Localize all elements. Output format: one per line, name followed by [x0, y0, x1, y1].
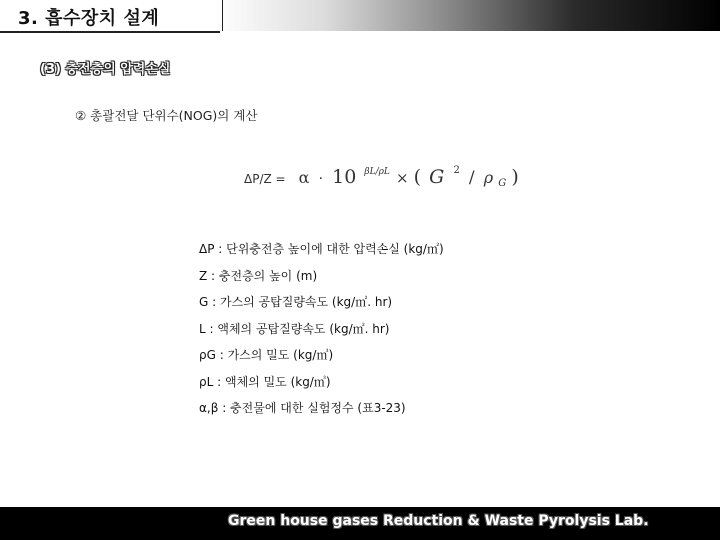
- section-heading: (3) 충전층의 압력손실: [40, 62, 171, 77]
- definition-item: ρG : 가스의 밀도 (kg/㎥): [199, 348, 334, 362]
- pressure-drop-formula: [244, 166, 519, 192]
- formula-rho-sub: G: [498, 178, 507, 189]
- formula-slash: /: [468, 168, 475, 188]
- definition-item: α,β : 충전물에 대한 실험정수 (표3-23): [199, 401, 406, 415]
- definition-item: ΔP : 단위충전층 높이에 대한 압력손실 (kg/㎡): [199, 242, 444, 256]
- definition-item: Z : 충전층의 높이 (m): [199, 268, 318, 283]
- definition-item: L : 액체의 공탑질량속도 (kg/㎡. hr): [199, 321, 390, 336]
- formula-rho: ρ: [483, 168, 494, 187]
- definition-item: G : 가스의 공탑질량속도 (kg/㎡. hr): [199, 295, 393, 309]
- title-underline: [0, 31, 220, 33]
- formula-ten: 10: [332, 166, 357, 188]
- formula-open-paren: (: [413, 166, 422, 188]
- header-divider: [222, 0, 223, 31]
- formula-dot: ·: [318, 171, 324, 187]
- slide-title: 3. 흡수장치 설계: [18, 8, 160, 29]
- formula-times: ×: [395, 169, 409, 187]
- formula-g: G: [429, 166, 445, 188]
- subheading: ② 총괄전달 단위수(NOG)의 계산: [75, 108, 258, 123]
- formula-lhs: ΔP/Z =: [244, 172, 286, 186]
- footer-lab-name: Green house gases Reduction & Waste Pyrolysis Lab.: [228, 513, 649, 529]
- definition-list: [199, 241, 444, 427]
- definition-item: ρL : 액체의 밀도 (kg/㎥): [199, 374, 331, 389]
- formula-exponent: βL/ρL: [364, 167, 390, 177]
- formula-alpha: α: [298, 168, 310, 187]
- formula-close-paren: ): [511, 166, 519, 188]
- formula-square: 2: [453, 165, 460, 176]
